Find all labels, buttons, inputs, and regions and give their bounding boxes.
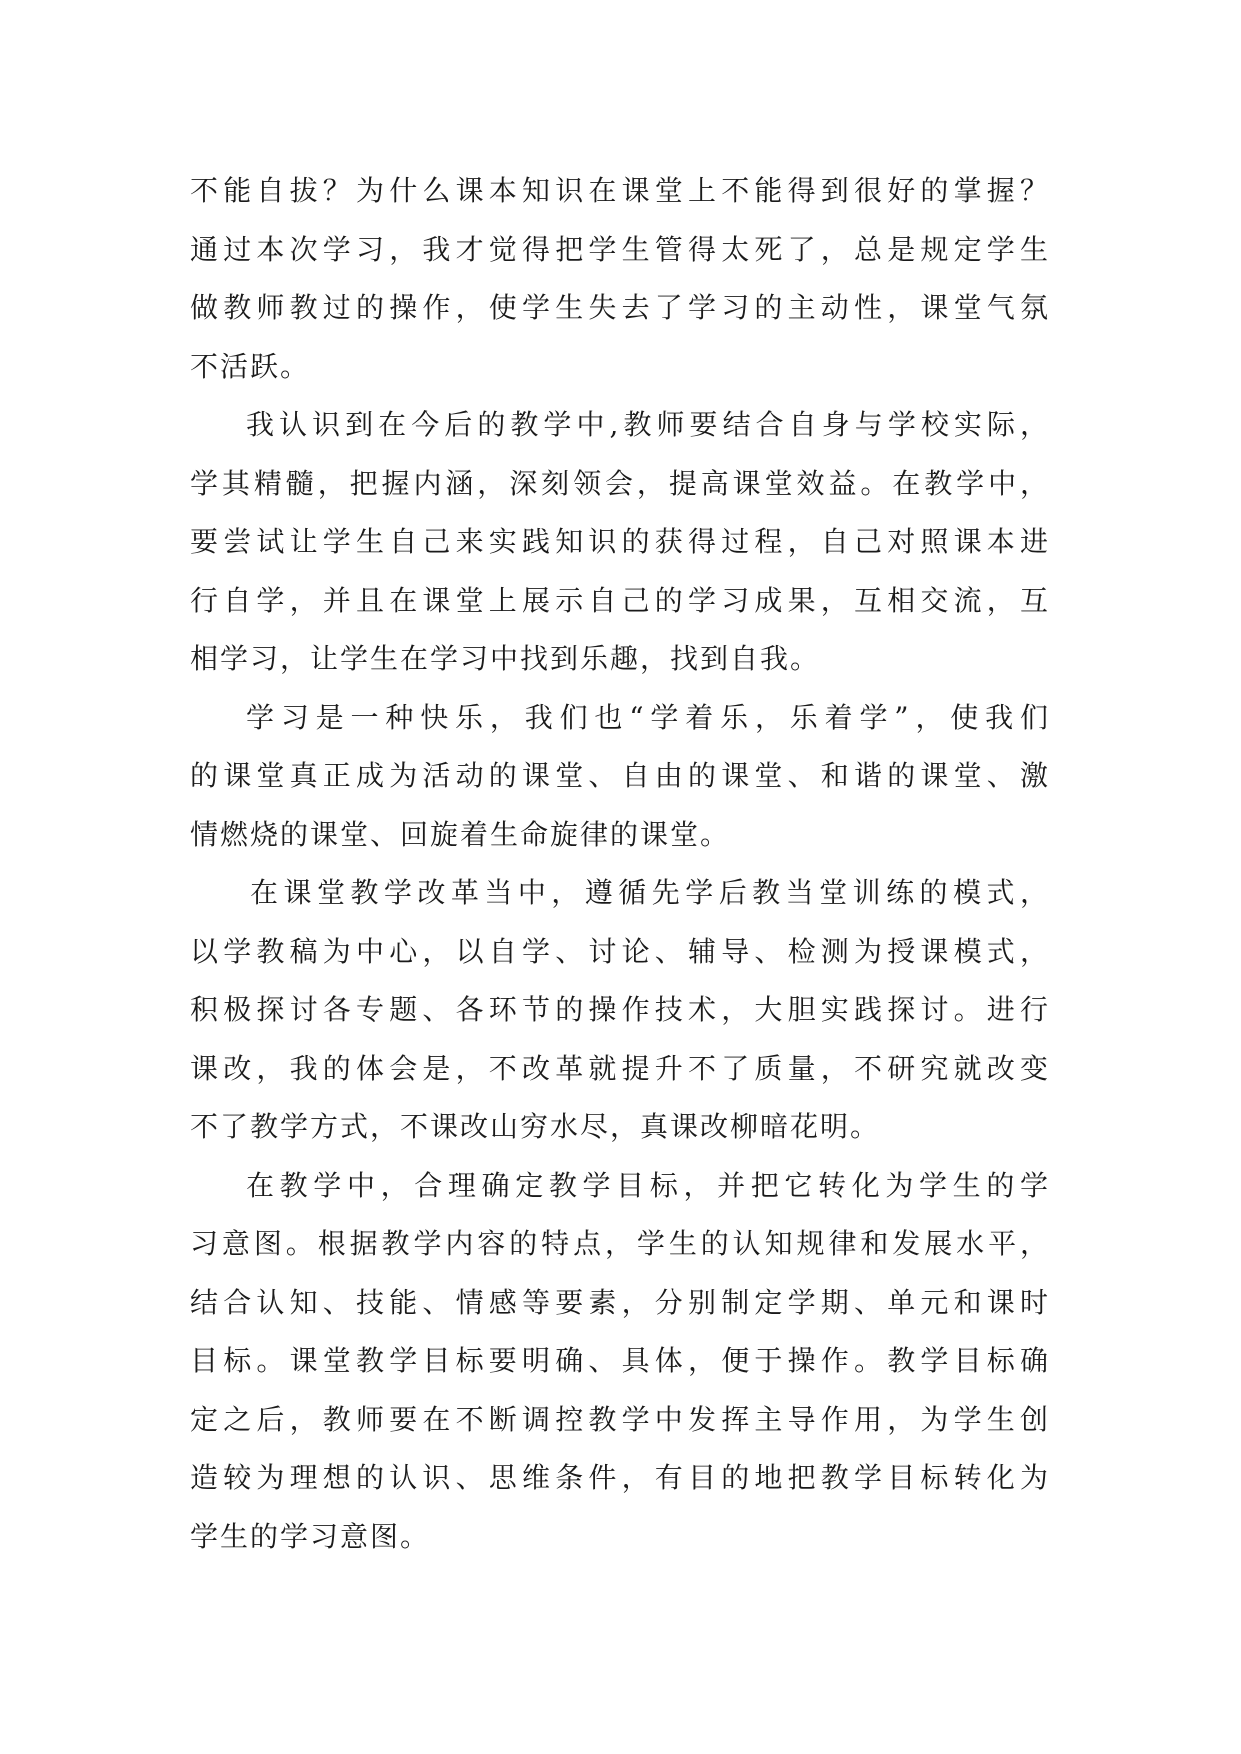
text-line: 定之后，教师要在不断调控教学中发挥主导作用，为学生创 [190, 1402, 1050, 1436]
text-line: 学习是一种快乐，我们也“学着乐，乐着学”，使我们 [246, 700, 1050, 734]
text-line: 情燃烧的课堂、回旋着生命旋律的课堂。 [190, 817, 731, 851]
text-line: 我认识到在今后的教学中,教师要结合自身与学校实际， [246, 408, 1050, 441]
text-line: 通过本次学习，我才觉得把学生管得太死了，总是规定学生 [190, 232, 1050, 266]
text-line: 习意图。根据教学内容的特点，学生的认知规律和发展水平， [190, 1227, 1050, 1260]
paragraph-3 [190, 689, 1050, 865]
text-line: 以学教稿为中心，以自学、讨论、辅导、检测为授课模式， [190, 934, 1050, 968]
document-body [190, 162, 1050, 1566]
paragraph-1 [190, 162, 1050, 396]
text-line: 相学习，让学生在学习中找到乐趣，找到自我。 [190, 642, 821, 675]
text-line: 行自学，并且在课堂上展示自己的学习成果，互相交流，互 [190, 583, 1050, 617]
paragraph-2 [190, 396, 1050, 689]
paragraph-4 [190, 864, 1050, 1157]
text-line: 要尝试让学生自己来实践知识的获得过程，自己对照课本进 [190, 525, 1050, 558]
text-line: 的课堂真正成为活动的课堂、自由的课堂、和谐的课堂、激 [190, 759, 1050, 792]
text-line: 不能自拔？为什么课本知识在课堂上不能得到很好的掌握？ [190, 174, 1050, 207]
text-line: 目标。课堂教学目标要明确、具体，便于操作。教学目标确 [190, 1344, 1050, 1377]
text-line: 不活跃。 [190, 349, 311, 383]
paragraph-5 [190, 1157, 1050, 1567]
text-line: 积极探讨各专题、各环节的操作技术，大胆实践探讨。进行 [190, 993, 1050, 1026]
text-line: 学生的学习意图。 [190, 1519, 431, 1553]
text-line: 结合认知、技能、情感等要素，分别制定学期、单元和课时 [190, 1285, 1050, 1319]
text-line: 在课堂教学改革当中，遵循先学后教当堂训练的模式， [250, 876, 1050, 909]
text-line: 学其精髓，把握内涵，深刻领会，提高课堂效益。在教学中， [190, 466, 1050, 500]
text-line: 在教学中，合理确定教学目标，并把它转化为学生的学 [246, 1168, 1050, 1202]
text-line: 课改，我的体会是，不改革就提升不了质量，不研究就改变 [190, 1051, 1050, 1085]
text-line: 造较为理想的认识、思维条件，有目的地把教学目标转化为 [190, 1461, 1050, 1494]
text-line: 做教师教过的操作，使学生失去了学习的主动性，课堂气氛 [190, 291, 1050, 324]
text-line: 不了教学方式，不课改山穷水尽，真课改柳暗花明。 [190, 1110, 881, 1143]
